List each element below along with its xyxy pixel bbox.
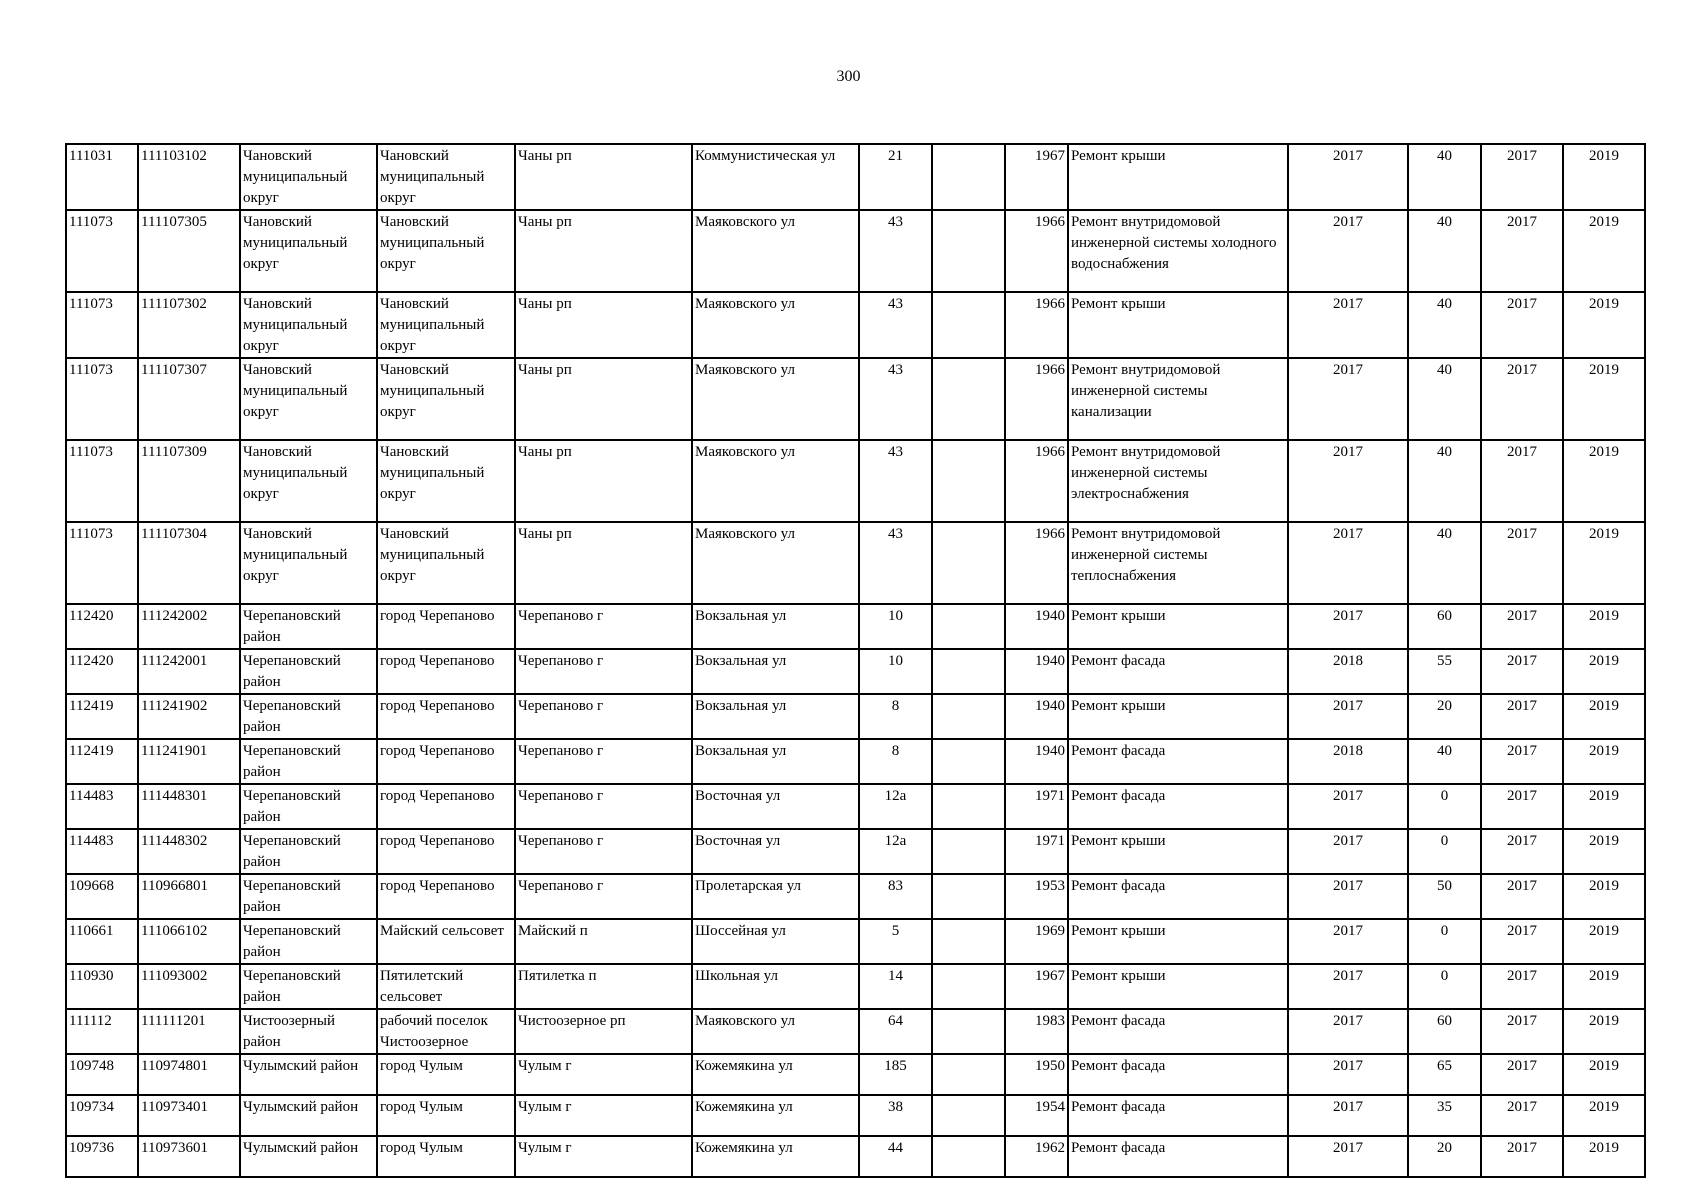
cell-period-end: 2019 [1563, 1054, 1645, 1095]
cell-work-id: 111448301 [138, 784, 240, 829]
cell-record-id: 109668 [66, 874, 138, 919]
cell-plan-year: 2017 [1288, 1095, 1408, 1136]
cell-period-start: 2017 [1481, 604, 1563, 649]
cell-year-built: 1967 [1005, 144, 1068, 210]
cell-house-number: 64 [859, 1009, 932, 1054]
cell-street: Маяковского ул [692, 1009, 859, 1054]
cell-record-id: 111073 [66, 522, 138, 604]
cell-building-letter [932, 522, 1005, 604]
cell-street: Вокзальная ул [692, 649, 859, 694]
cell-work-type: Ремонт фасада [1068, 1095, 1288, 1136]
cell-plan-year: 2017 [1288, 604, 1408, 649]
cell-record-id: 112420 [66, 604, 138, 649]
cell-municipality: город Чулым [377, 1136, 515, 1177]
cell-record-id: 112419 [66, 739, 138, 784]
cell-work-id: 110974801 [138, 1054, 240, 1095]
cell-street: Восточная ул [692, 784, 859, 829]
cell-house-number: 10 [859, 649, 932, 694]
cell-district: Чановский муниципальный округ [240, 358, 377, 440]
cell-year-built: 1983 [1005, 1009, 1068, 1054]
cell-locality: Чаны рп [515, 292, 692, 358]
cell-house-number: 21 [859, 144, 932, 210]
table-row [66, 694, 1645, 739]
cell-work-type: Ремонт крыши [1068, 144, 1288, 210]
cell-wear-percent: 60 [1408, 604, 1481, 649]
cell-year-built: 1971 [1005, 829, 1068, 874]
cell-wear-percent: 40 [1408, 292, 1481, 358]
cell-record-id: 109736 [66, 1136, 138, 1177]
cell-locality: Черепаново г [515, 649, 692, 694]
cell-wear-percent: 50 [1408, 874, 1481, 919]
cell-building-letter [932, 964, 1005, 1009]
cell-street: Маяковского ул [692, 292, 859, 358]
cell-plan-year: 2017 [1288, 1054, 1408, 1095]
cell-year-built: 1950 [1005, 1054, 1068, 1095]
table-row [66, 522, 1645, 604]
cell-wear-percent: 40 [1408, 210, 1481, 292]
cell-plan-year: 2018 [1288, 649, 1408, 694]
table-row [66, 292, 1645, 358]
cell-record-id: 111112 [66, 1009, 138, 1054]
cell-building-letter [932, 1136, 1005, 1177]
cell-work-id: 111111201 [138, 1009, 240, 1054]
table-row [66, 874, 1645, 919]
cell-house-number: 83 [859, 874, 932, 919]
cell-municipality: Чановский муниципальный округ [377, 522, 515, 604]
cell-period-start: 2017 [1481, 210, 1563, 292]
cell-building-letter [932, 1054, 1005, 1095]
cell-street: Восточная ул [692, 829, 859, 874]
cell-year-built: 1966 [1005, 292, 1068, 358]
cell-street: Маяковского ул [692, 440, 859, 522]
table-row [66, 1095, 1645, 1136]
cell-municipality: город Черепаново [377, 649, 515, 694]
cell-locality: Черепаново г [515, 874, 692, 919]
cell-plan-year: 2017 [1288, 829, 1408, 874]
page-number: 300 [836, 68, 861, 85]
cell-work-type: Ремонт фасада [1068, 739, 1288, 784]
cell-street: Кожемякина ул [692, 1095, 859, 1136]
cell-street: Вокзальная ул [692, 694, 859, 739]
cell-period-start: 2017 [1481, 919, 1563, 964]
cell-district: Чановский муниципальный округ [240, 144, 377, 210]
cell-year-built: 1953 [1005, 874, 1068, 919]
cell-period-end: 2019 [1563, 358, 1645, 440]
cell-wear-percent: 40 [1408, 440, 1481, 522]
cell-year-built: 1966 [1005, 358, 1068, 440]
cell-period-start: 2017 [1481, 1095, 1563, 1136]
cell-municipality: город Черепаново [377, 739, 515, 784]
cell-period-start: 2017 [1481, 144, 1563, 210]
cell-plan-year: 2017 [1288, 784, 1408, 829]
cell-work-id: 111241901 [138, 739, 240, 784]
cell-record-id: 110661 [66, 919, 138, 964]
cell-district: Черепановский район [240, 784, 377, 829]
table-row [66, 739, 1645, 784]
cell-house-number: 43 [859, 522, 932, 604]
cell-period-start: 2017 [1481, 358, 1563, 440]
table-body [66, 144, 1645, 1177]
cell-building-letter [932, 1009, 1005, 1054]
cell-wear-percent: 40 [1408, 739, 1481, 784]
cell-locality: Чулым г [515, 1054, 692, 1095]
cell-year-built: 1962 [1005, 1136, 1068, 1177]
cell-record-id: 111073 [66, 210, 138, 292]
cell-period-end: 2019 [1563, 210, 1645, 292]
table-row [66, 144, 1645, 210]
cell-period-start: 2017 [1481, 829, 1563, 874]
cell-period-end: 2019 [1563, 919, 1645, 964]
cell-period-start: 2017 [1481, 964, 1563, 1009]
cell-building-letter [932, 649, 1005, 694]
cell-work-id: 110966801 [138, 874, 240, 919]
cell-wear-percent: 55 [1408, 649, 1481, 694]
cell-house-number: 12а [859, 784, 932, 829]
cell-period-start: 2017 [1481, 1009, 1563, 1054]
table-row [66, 919, 1645, 964]
cell-work-id: 111242002 [138, 604, 240, 649]
cell-period-end: 2019 [1563, 784, 1645, 829]
cell-district: Черепановский район [240, 649, 377, 694]
cell-period-end: 2019 [1563, 604, 1645, 649]
cell-district: Черепановский район [240, 829, 377, 874]
cell-work-id: 110973601 [138, 1136, 240, 1177]
cell-building-letter [932, 144, 1005, 210]
cell-municipality: Чановский муниципальный округ [377, 144, 515, 210]
cell-work-id: 111103102 [138, 144, 240, 210]
cell-municipality: Майский сельсовет [377, 919, 515, 964]
cell-wear-percent: 65 [1408, 1054, 1481, 1095]
cell-period-start: 2017 [1481, 440, 1563, 522]
cell-building-letter [932, 829, 1005, 874]
cell-plan-year: 2017 [1288, 358, 1408, 440]
cell-record-id: 114483 [66, 829, 138, 874]
cell-house-number: 10 [859, 604, 932, 649]
cell-municipality: город Черепаново [377, 694, 515, 739]
cell-period-start: 2017 [1481, 292, 1563, 358]
repair-schedule-table [65, 143, 1646, 1178]
cell-work-type: Ремонт крыши [1068, 292, 1288, 358]
cell-period-start: 2017 [1481, 874, 1563, 919]
table-row [66, 784, 1645, 829]
cell-work-id: 110973401 [138, 1095, 240, 1136]
cell-work-id: 111242001 [138, 649, 240, 694]
cell-locality: Черепаново г [515, 829, 692, 874]
cell-locality: Чулым г [515, 1136, 692, 1177]
cell-plan-year: 2018 [1288, 739, 1408, 784]
cell-record-id: 112420 [66, 649, 138, 694]
cell-locality: Чаны рп [515, 522, 692, 604]
cell-building-letter [932, 604, 1005, 649]
cell-municipality: город Черепаново [377, 784, 515, 829]
cell-work-id: 111107309 [138, 440, 240, 522]
cell-period-start: 2017 [1481, 739, 1563, 784]
cell-wear-percent: 40 [1408, 522, 1481, 604]
cell-building-letter [932, 210, 1005, 292]
cell-plan-year: 2017 [1288, 144, 1408, 210]
cell-street: Пролетарская ул [692, 874, 859, 919]
cell-work-type: Ремонт фасада [1068, 784, 1288, 829]
cell-municipality: Пятилетский сельсовет [377, 964, 515, 1009]
cell-work-id: 111107307 [138, 358, 240, 440]
cell-locality: Чистоозерное рп [515, 1009, 692, 1054]
cell-locality: Чаны рп [515, 358, 692, 440]
cell-house-number: 185 [859, 1054, 932, 1095]
cell-plan-year: 2017 [1288, 694, 1408, 739]
cell-work-id: 111107305 [138, 210, 240, 292]
cell-house-number: 38 [859, 1095, 932, 1136]
cell-year-built: 1940 [1005, 649, 1068, 694]
cell-house-number: 43 [859, 292, 932, 358]
cell-locality: Черепаново г [515, 694, 692, 739]
cell-house-number: 12а [859, 829, 932, 874]
cell-building-letter [932, 1095, 1005, 1136]
cell-record-id: 114483 [66, 784, 138, 829]
cell-municipality: город Черепаново [377, 829, 515, 874]
cell-street: Кожемякина ул [692, 1136, 859, 1177]
cell-work-id: 111107304 [138, 522, 240, 604]
cell-house-number: 43 [859, 440, 932, 522]
table-row [66, 358, 1645, 440]
cell-street: Кожемякина ул [692, 1054, 859, 1095]
cell-house-number: 43 [859, 210, 932, 292]
cell-wear-percent: 40 [1408, 358, 1481, 440]
cell-wear-percent: 0 [1408, 919, 1481, 964]
cell-work-type: Ремонт внутридомовой инженерной системы теплоснабжения [1068, 522, 1288, 604]
cell-year-built: 1966 [1005, 522, 1068, 604]
cell-locality: Черепаново г [515, 739, 692, 784]
cell-locality: Чаны рп [515, 144, 692, 210]
cell-record-id: 111073 [66, 292, 138, 358]
cell-period-end: 2019 [1563, 964, 1645, 1009]
cell-period-end: 2019 [1563, 522, 1645, 604]
table-row [66, 604, 1645, 649]
cell-period-start: 2017 [1481, 1054, 1563, 1095]
cell-building-letter [932, 292, 1005, 358]
cell-district: Чановский муниципальный округ [240, 440, 377, 522]
cell-period-end: 2019 [1563, 144, 1645, 210]
cell-building-letter [932, 919, 1005, 964]
cell-year-built: 1954 [1005, 1095, 1068, 1136]
cell-house-number: 43 [859, 358, 932, 440]
cell-municipality: рабочий поселок Чистоозерное [377, 1009, 515, 1054]
cell-wear-percent: 0 [1408, 784, 1481, 829]
cell-period-start: 2017 [1481, 784, 1563, 829]
cell-record-id: 112419 [66, 694, 138, 739]
cell-district: Черепановский район [240, 964, 377, 1009]
cell-locality: Чаны рп [515, 440, 692, 522]
cell-house-number: 14 [859, 964, 932, 1009]
cell-district: Чулымский район [240, 1136, 377, 1177]
cell-wear-percent: 60 [1408, 1009, 1481, 1054]
cell-work-type: Ремонт фасада [1068, 1054, 1288, 1095]
cell-building-letter [932, 694, 1005, 739]
cell-wear-percent: 20 [1408, 1136, 1481, 1177]
cell-district: Чановский муниципальный округ [240, 210, 377, 292]
cell-period-start: 2017 [1481, 694, 1563, 739]
cell-municipality: Чановский муниципальный округ [377, 292, 515, 358]
cell-district: Черепановский район [240, 919, 377, 964]
cell-period-end: 2019 [1563, 874, 1645, 919]
cell-municipality: город Черепаново [377, 874, 515, 919]
cell-plan-year: 2017 [1288, 874, 1408, 919]
cell-street: Маяковского ул [692, 210, 859, 292]
table-row [66, 1054, 1645, 1095]
cell-municipality: Чановский муниципальный округ [377, 210, 515, 292]
cell-work-type: Ремонт фасада [1068, 649, 1288, 694]
cell-locality: Чулым г [515, 1095, 692, 1136]
cell-wear-percent: 35 [1408, 1095, 1481, 1136]
cell-work-type: Ремонт крыши [1068, 919, 1288, 964]
cell-street: Маяковского ул [692, 522, 859, 604]
cell-building-letter [932, 440, 1005, 522]
cell-municipality: Чановский муниципальный округ [377, 358, 515, 440]
cell-work-type: Ремонт крыши [1068, 829, 1288, 874]
cell-period-end: 2019 [1563, 829, 1645, 874]
table-row [66, 440, 1645, 522]
table-row [66, 1009, 1645, 1054]
cell-work-type: Ремонт фасада [1068, 874, 1288, 919]
cell-work-id: 111093002 [138, 964, 240, 1009]
cell-district: Чулымский район [240, 1095, 377, 1136]
cell-work-id: 111241902 [138, 694, 240, 739]
cell-work-type: Ремонт внутридомовой инженерной системы холодного водоснабжения [1068, 210, 1288, 292]
cell-district: Черепановский район [240, 739, 377, 784]
cell-period-end: 2019 [1563, 1009, 1645, 1054]
cell-year-built: 1966 [1005, 440, 1068, 522]
cell-work-type: Ремонт крыши [1068, 604, 1288, 649]
cell-locality: Черепаново г [515, 604, 692, 649]
cell-locality: Пятилетка п [515, 964, 692, 1009]
cell-district: Черепановский район [240, 874, 377, 919]
cell-period-start: 2017 [1481, 522, 1563, 604]
cell-wear-percent: 20 [1408, 694, 1481, 739]
table-row [66, 649, 1645, 694]
cell-wear-percent: 40 [1408, 144, 1481, 210]
cell-year-built: 1940 [1005, 694, 1068, 739]
cell-plan-year: 2017 [1288, 292, 1408, 358]
cell-record-id: 110930 [66, 964, 138, 1009]
cell-year-built: 1940 [1005, 604, 1068, 649]
cell-period-end: 2019 [1563, 292, 1645, 358]
cell-municipality: город Черепаново [377, 604, 515, 649]
cell-period-end: 2019 [1563, 1136, 1645, 1177]
cell-street: Маяковского ул [692, 358, 859, 440]
cell-period-start: 2017 [1481, 649, 1563, 694]
cell-record-id: 111073 [66, 358, 138, 440]
cell-period-start: 2017 [1481, 1136, 1563, 1177]
cell-period-end: 2019 [1563, 649, 1645, 694]
cell-plan-year: 2017 [1288, 440, 1408, 522]
cell-building-letter [932, 874, 1005, 919]
cell-district: Черепановский район [240, 694, 377, 739]
cell-work-type: Ремонт фасада [1068, 1136, 1288, 1177]
cell-year-built: 1966 [1005, 210, 1068, 292]
cell-year-built: 1969 [1005, 919, 1068, 964]
cell-work-type: Ремонт фасада [1068, 1009, 1288, 1054]
cell-municipality: город Чулым [377, 1095, 515, 1136]
cell-plan-year: 2017 [1288, 1009, 1408, 1054]
cell-district: Чановский муниципальный округ [240, 522, 377, 604]
cell-street: Школьная ул [692, 964, 859, 1009]
cell-plan-year: 2017 [1288, 964, 1408, 1009]
cell-house-number: 44 [859, 1136, 932, 1177]
cell-house-number: 8 [859, 694, 932, 739]
cell-period-end: 2019 [1563, 694, 1645, 739]
cell-district: Чановский муниципальный округ [240, 292, 377, 358]
cell-district: Чулымский район [240, 1054, 377, 1095]
cell-period-end: 2019 [1563, 440, 1645, 522]
cell-year-built: 1971 [1005, 784, 1068, 829]
cell-record-id: 109748 [66, 1054, 138, 1095]
cell-building-letter [932, 358, 1005, 440]
cell-locality: Черепаново г [515, 784, 692, 829]
table-row [66, 829, 1645, 874]
cell-locality: Майский п [515, 919, 692, 964]
cell-work-id: 111066102 [138, 919, 240, 964]
cell-wear-percent: 0 [1408, 829, 1481, 874]
cell-street: Вокзальная ул [692, 739, 859, 784]
cell-house-number: 5 [859, 919, 932, 964]
table-row [66, 964, 1645, 1009]
cell-record-id: 111031 [66, 144, 138, 210]
cell-building-letter [932, 784, 1005, 829]
cell-year-built: 1967 [1005, 964, 1068, 1009]
cell-work-id: 111107302 [138, 292, 240, 358]
table-row [66, 210, 1645, 292]
cell-plan-year: 2017 [1288, 919, 1408, 964]
cell-house-number: 8 [859, 739, 932, 784]
cell-street: Шоссейная ул [692, 919, 859, 964]
cell-municipality: город Чулым [377, 1054, 515, 1095]
table-row [66, 1136, 1645, 1177]
cell-wear-percent: 0 [1408, 964, 1481, 1009]
cell-street: Коммунистическая ул [692, 144, 859, 210]
cell-street: Вокзальная ул [692, 604, 859, 649]
cell-year-built: 1940 [1005, 739, 1068, 784]
cell-work-id: 111448302 [138, 829, 240, 874]
cell-plan-year: 2017 [1288, 210, 1408, 292]
cell-record-id: 111073 [66, 440, 138, 522]
cell-district: Чистоозерный район [240, 1009, 377, 1054]
cell-work-type: Ремонт внутридомовой инженерной системы канализации [1068, 358, 1288, 440]
cell-work-type: Ремонт крыши [1068, 964, 1288, 1009]
cell-locality: Чаны рп [515, 210, 692, 292]
cell-plan-year: 2017 [1288, 522, 1408, 604]
cell-work-type: Ремонт крыши [1068, 694, 1288, 739]
cell-plan-year: 2017 [1288, 1136, 1408, 1177]
cell-period-end: 2019 [1563, 1095, 1645, 1136]
cell-district: Черепановский район [240, 604, 377, 649]
cell-record-id: 109734 [66, 1095, 138, 1136]
cell-building-letter [932, 739, 1005, 784]
cell-municipality: Чановский муниципальный округ [377, 440, 515, 522]
cell-period-end: 2019 [1563, 739, 1645, 784]
cell-work-type: Ремонт внутридомовой инженерной системы электроснабжения [1068, 440, 1288, 522]
